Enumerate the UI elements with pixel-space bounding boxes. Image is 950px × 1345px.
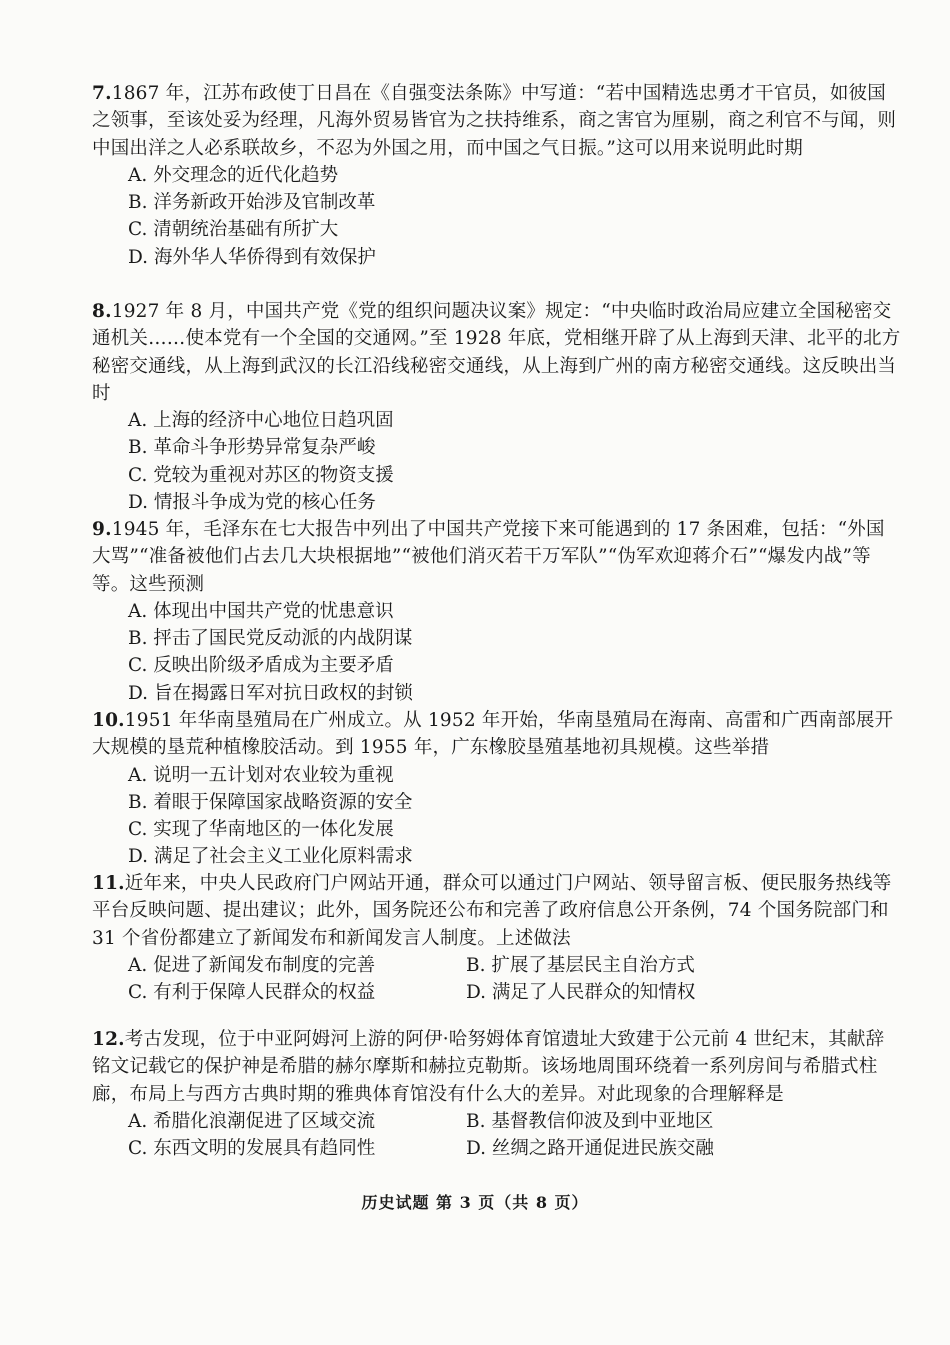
option-d[interactable]: D. 情报斗争成为党的核心任务: [128, 492, 376, 514]
option-row: [92, 952, 902, 979]
option-list: [92, 762, 902, 871]
question-text: 1867 年，江苏布政使丁日昌在《自强变法条陈》中写道：“若中国精选忠勇才干官员，如彼国之领事，至该处妥为经理，凡海外贸易皆官为之扶持维系，商之害官为厘剔，商之利官不与闻，则中国出洋之人必系联故乡，不忍为外国之用，而中国之气日振。”这可以用来说明此时期: [92, 83, 897, 159]
option-a[interactable]: A. 外交理念的近代化趋势: [128, 164, 339, 186]
option-c[interactable]: C. 东西文明的发展具有趋同性: [128, 1138, 376, 1160]
option-b[interactable]: B. 革命斗争形势异常复杂严峻: [128, 437, 376, 459]
question-10: [92, 707, 902, 871]
option-list: [92, 1108, 902, 1163]
question-number: 9.: [92, 519, 112, 540]
question-number: 12.: [92, 1029, 125, 1050]
option-b[interactable]: B. 抨击了国民党反动派的内战阴谋: [128, 628, 413, 650]
option-a[interactable]: A. 说明一五计划对农业较为重视: [128, 764, 394, 786]
option-list: [92, 598, 902, 707]
option-a[interactable]: A. 希腊化浪潮促进了区域交流: [128, 1110, 376, 1132]
question-stem: [92, 1026, 902, 1108]
question-7: [92, 80, 902, 271]
question-11: [92, 870, 902, 1006]
option-row: [92, 1108, 902, 1135]
question-8: [92, 298, 902, 516]
option-a[interactable]: A. 上海的经济中心地位日趋巩固: [128, 410, 394, 432]
page-footer: 历史试题 第 3 页（共 8 页）: [361, 1193, 589, 1212]
question-stem: [92, 870, 902, 952]
option-a[interactable]: A. 体现出中国共产党的忧患意识: [128, 600, 394, 622]
question-text: 1927 年 8 月，中国共产党《党的组织问题决议案》规定：“中央临时政治局应建立全国秘密交通机关……使本党有一个全国的交通网。”至 1928 年底，党相继开辟了从上海到天津、北平的北方秘密交通线，从上海到武汉的长江沿线秘密交通线，从上海到广州的南方秘密交通线。这反映出当时: [92, 301, 901, 404]
question-number: 11.: [92, 873, 125, 894]
option-c[interactable]: C. 有利于保障人民群众的权益: [128, 982, 376, 1004]
option-row: [92, 979, 902, 1006]
option-d[interactable]: D. 满足了社会主义工业化原料需求: [128, 846, 413, 868]
option-c[interactable]: C. 实现了华南地区的一体化发展: [128, 819, 394, 841]
question-stem: [92, 298, 902, 407]
option-d[interactable]: D. 满足了人民群众的知情权: [466, 982, 696, 1004]
option-d[interactable]: D. 旨在揭露日军对抗日政权的封锁: [128, 682, 413, 704]
option-a[interactable]: A. 促进了新闻发布制度的完善: [128, 954, 376, 976]
option-b[interactable]: B. 扩展了基层民主自治方式: [466, 954, 695, 976]
option-b[interactable]: B. 洋务新政开始涉及官制改革: [128, 192, 376, 214]
option-list: [92, 162, 902, 271]
option-b[interactable]: B. 着眼于保障国家战略资源的安全: [128, 791, 413, 813]
option-list: [92, 407, 902, 516]
option-list: [92, 952, 902, 1007]
question-stem: [92, 80, 902, 162]
option-c[interactable]: C. 清朝统治基础有所扩大: [128, 219, 339, 241]
question-12: [92, 1026, 902, 1162]
option-b[interactable]: B. 基督教信仰波及到中亚地区: [466, 1110, 714, 1132]
question-text: 考古发现，位于中亚阿姆河上游的阿伊·哈努姆体育馆遗址大致建于公元前 4 世纪末，其献辞铭文记载它的保护神是希腊的赫尔摩斯和赫拉克勒斯。该场地周围环绕着一系列房间与希腊式柱廊，布局上与西方古典时期的雅典体育馆没有什么大的差异。对此现象的合理解释是: [92, 1029, 885, 1105]
option-c[interactable]: C. 党较为重视对苏区的物资支援: [128, 464, 394, 486]
option-d[interactable]: D. 海外华人华侨得到有效保护: [128, 246, 376, 268]
question-number: 10.: [92, 710, 125, 731]
question-9: [92, 516, 902, 707]
question-stem: [92, 516, 902, 598]
question-stem: [92, 707, 902, 762]
question-text: 1951 年华南垦殖局在广州成立。从 1952 年开始，华南垦殖局在海南、高雷和广西南部展开大规模的垦荒种植橡胶活动。到 1955 年，广东橡胶垦殖基地初具规模。这些举措: [92, 710, 894, 759]
option-c[interactable]: C. 反映出阶级矛盾成为主要矛盾: [128, 655, 394, 677]
question-text: 近年来，中央人民政府门户网站开通，群众可以通过门户网站、领导留言板、便民服务热线等平台反映问题、提出建议；此外，国务院还公布和完善了政府信息公开条例，74 个国务院部门和 31 个省份都建立了新闻发布和新闻发言人制度。上述做法: [92, 873, 892, 949]
question-number: 7.: [92, 83, 112, 104]
option-d[interactable]: D. 丝绸之路开通促进民族交融: [466, 1138, 714, 1160]
option-row: [92, 1135, 902, 1162]
question-number: 8.: [92, 301, 112, 322]
question-text: 1945 年，毛泽东在七大报告中列出了中国共产党接下来可能遇到的 17 条困难，包括：“外国大骂”“准备被他们占去几大块根据地”“被他们消灭若干万军队”“伪军欢迎蒋介石”“爆发内战”等等。这些预测: [92, 519, 885, 595]
